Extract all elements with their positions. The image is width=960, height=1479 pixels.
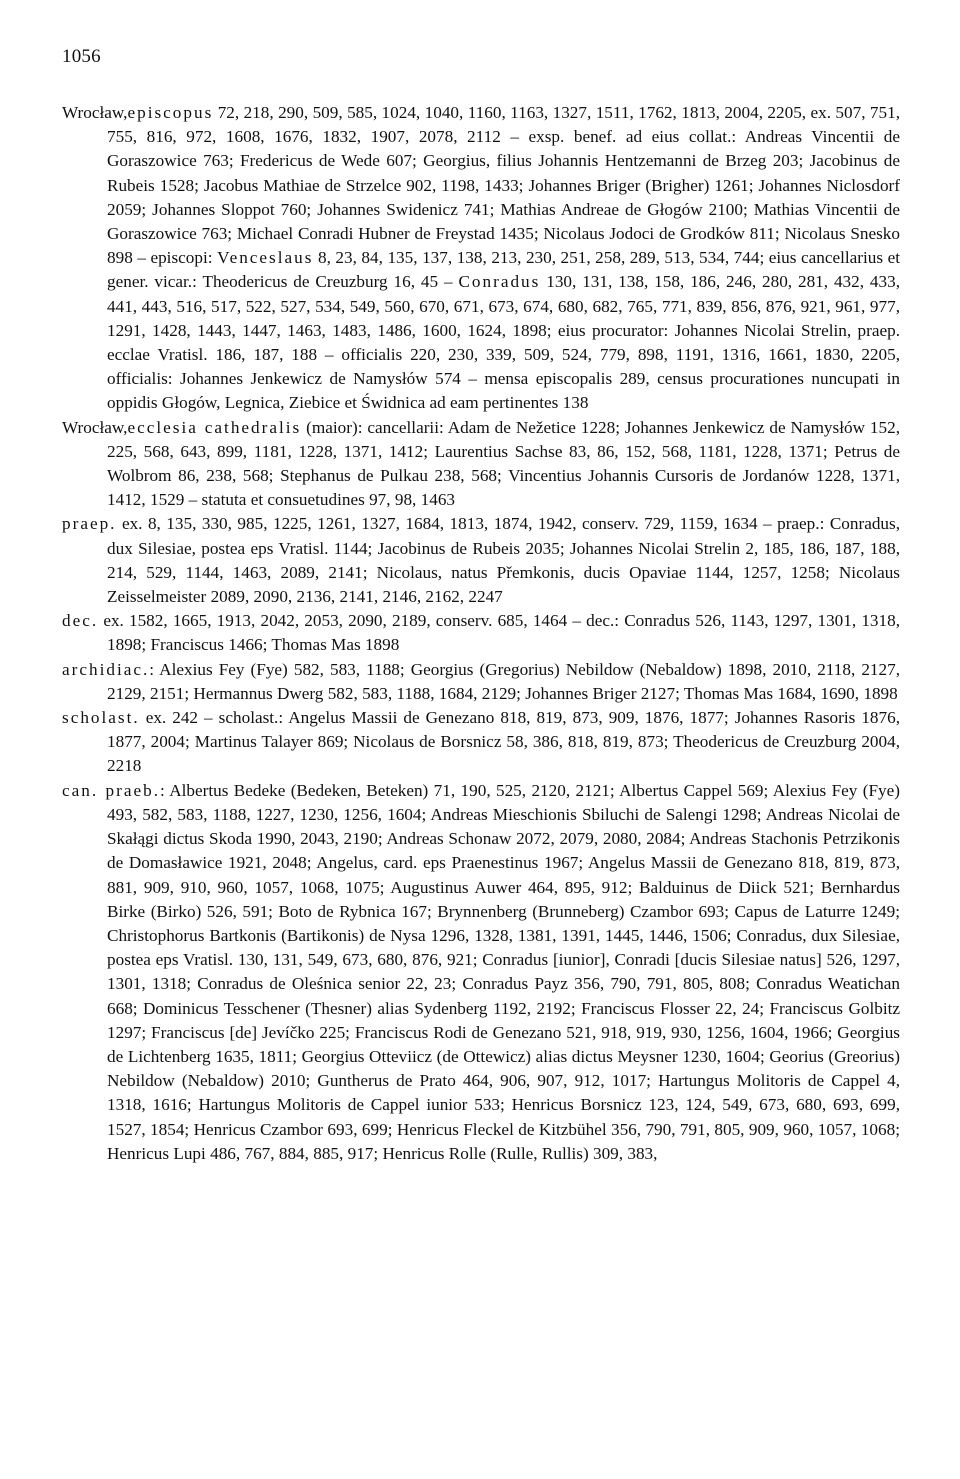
entry-headword: Wrocław, [62, 417, 128, 437]
subentry-spaced-term: dec. [62, 611, 99, 631]
entry-text-2: 8, 23, 84, 135, 137, 138, 213, 230, 251, 258, 289, 513, 534, 744; eius cancellarius et gener. vicar.: Theodericus de Creuzburg 16, 45 – [107, 248, 900, 292]
page-number: 1056 [62, 46, 101, 67]
subentry-dec [62, 609, 900, 657]
entry-text: (maior): cancellarii: Adam de Nežetice 1228; Johannes Jenkewicz de Namysłów 152, 225, 568, 643, 899, 1181, 1228, 1371, 1412; Laurentius Sachse 83, 86, 152, 568, 1181, 1228, 1371; Petrus de Wolbrom 86, 238, 568; Stephanus de Pulkau 238, 568; Vincentius Johannis Cursoris de Jordanów 1228, 1371, 1412, 1529 – statuta et consuetudines 97, 98, 1463 [107, 417, 901, 510]
entry-spaced-term: ecclesia cathedralis [127, 417, 302, 437]
entry-spaced-term: episcopus [127, 103, 214, 122]
entry-spaced-term-venceslaus: Venceslaus [217, 248, 314, 268]
index-entry-episcopus [62, 101, 900, 416]
entry-text-3: 130, 131, 138, 158, 186, 246, 280, 281, 432, 433, 441, 443, 516, 517, 522, 527, 534, 549, 560, 670, 671, 673, 674, 680, 682, 765, 771, 839, 856, 876, 921, 961, 977, 1291, 1428, 1443, 1447, 1463, 1483, 1486, 1600, 1624, 1898; eius procurator: Johannes Nicolai Strelin, praep. ecclae Vratisl. 186, 187, 188 – officialis 220, 230, 339, 509, 524, 779, 898, 1191, 1316, 1661, 1830, 2205, officialis: Johannes Jenkewicz de Namysłów 574 – mensa episcopalis 289, census procurationes nuncupati in oppidis Głogów, Legnica, Ziebice et Świdnica ad eam pertinentes 138 [107, 272, 900, 413]
subentry-spaced-term: can. praeb. [62, 780, 160, 800]
subentry-text: : Albertus Bedeke (Bedeken, Beteken) 71, 190, 525, 2120, 2121; Albertus Cappel 569; Alexius Fey (Fye) 493, 582, 583, 1188, 1227, 1230, 1256, 1604; Andreas Mieschionis Sbiluchi de Salengi 1298; Andreas Nicolai de Skałągi dictus Skoda 1990, 2043, 2190; Andreas Schonaw 2072, 2079, 2080, 2084; Andreas Stachonis Petrzikonis de Domasławice 1921, 2048; Angelus, card. eps Praenestinus 1967; Angelus Massii de Genezano 818, 819, 873, 881, 909, 910, 960, 1057, 1068, 1075; Augustinus Auwer 464, 895, 912; Balduinus de Diick 521; Bernhardus Birke (Birko) 526, 591; Boto de Rybnica 167; Brynnenberg (Brunneberg) Czambor 693; Capus de Laturre 1249; Christophorus Bartkonis (Bartikonis) de Nysa 1296, 1328, 1381, 1391, 1445, 1446, 1506; Conradus, dux Silesiae, postea eps Vratisl. 130, 131, 549, 673, 680, 876, 921; Conradus [iunior], Conradi [ducis Silesiae natus] 526, 1297, 1301, 1318; Conradus de Oleśnica senior 22, 23; Conradus Payz 356, 790, 791, 805, 808; Conradus Weatichan 668; Dominicus Tesschener (Thesner) alias Sydenberg 1192, 2192; Franciscus Flosser 22, 24; Franciscus Golbitz 1297; Franciscus [de] Jevíčko 225; Franciscus Rodi de Genezano 521, 918, 919, 930, 1256, 1604, 1966; Georgius de Lichtenberg 1635, 1811; Georgius Otteviicz (de Ottewicz) alias dictus Meysner 1230, 1604; Georius (Greorius) Nebildow (Nebaldow) 2010; Guntherus de Prato 464, 906, 907, 912, 1017; Hartungus Molitoris de Cappel 4, 1318, 1616; Hartungus Molitoris de Cappel iunior 533; Henricus Borsnicz 123, 124, 549, 673, 680, 693, 699, 1527, 1854; Henricus Czambor 693, 699; Henricus Fleckel de Kitzbühel 356, 790, 791, 805, 909, 960, 1057, 1068; Henricus Lupi 486, 767, 884, 885, 917; Henricus Rolle (Rulle, Rullis) 309, 383, [107, 780, 900, 1163]
subentry-praep [62, 512, 900, 609]
subentry-text: : Alexius Fey (Fye) 582, 583, 1188; Georgius (Gregorius) Nebildow (Nebaldow) 1898, 2010, 2118, 2127, 2129, 2151; Hermannus Dwerg 582, 583, 1188, 1684, 2129; Johannes Briger 2127; Thomas Mas 1684, 1690, 1898 [107, 659, 900, 703]
subentry-text: ex. 242 – scholast.: Angelus Massii de Genezano 818, 819, 873, 909, 1876, 1877; Johannes Rasoris 1876, 1877, 2004; Martinus Talayer 869; Nicolaus de Borsnicz 58, 386, 818, 819, 873; Theodericus de Creuzburg 2004, 2218 [107, 708, 900, 776]
entry-text: 72, 218, 290, 509, 585, 1024, 1040, 1160, 1163, 1327, 1511, 1762, 1813, 2004, 2205, ex. 507, 751, 755, 816, 972, 1608, 1676, 1832, 1907, 2078, 2112 – exsp. benef. ad eius collat.: Andreas Vincentii de Goraszowice 763; Fredericus de Wede 607; Georgius, filius Johannis Hentzemanni de Brzeg 203; Jacobinus de Rubeis 1528; Jacobus Mathiae de Strzelce 902, 1198, 1433; Johannes Briger (Brigher) 1261; Johannes Niclosdorf 2059; Johannes Sloppot 760; Johannes Swidenicz 741; Mathias Andreae de Głogów 2100; Mathias Vincentii de Goraszowice 763; Michael Conradi Hubner de Freystad 1435; Nicolaus Jodoci de Grodków 811; Nicolaus Snesko 898 – episcopi: [107, 103, 900, 268]
subentry-spaced-term: archidiac. [62, 659, 150, 679]
subentry-spaced-term: scholast. [62, 708, 140, 728]
subentry-can-praeb [62, 779, 900, 1166]
entry-spaced-term-conradus: Conradus [458, 272, 541, 292]
subentry-text: ex. 1582, 1665, 1913, 2042, 2053, 2090, 2189, conserv. 685, 1464 – dec.: Conradus 526, 1143, 1297, 1301, 1318, 1898; Franciscus 1466; Thomas Mas 1898 [98, 611, 900, 655]
index-entry-ecclesia-cathedralis [62, 416, 900, 513]
subentry-spaced-term: praep. [62, 514, 117, 534]
index-column [62, 101, 900, 1166]
subentry-text: ex. 8, 135, 330, 985, 1225, 1261, 1327, 1684, 1813, 1874, 1942, conserv. 729, 1159, 1634 – praep.: Conradus, dux Silesiae, postea eps Vratisl. 1144; Jacobinus de Rubeis 2035; Johannes Nicolai Strelin 2, 185, 186, 187, 188, 214, 529, 1144, 1463, 2089, 2141; Nicolaus, natus Přemkonis, ducis Opaviae 1144, 1257, 1258; Nicolaus Zeisselmeister 2089, 2090, 2136, 2141, 2146, 2162, 2247 [107, 514, 900, 607]
subentry-scholast [62, 706, 900, 779]
subentry-archidiac [62, 658, 900, 706]
entry-headword: Wrocław, [62, 103, 128, 122]
